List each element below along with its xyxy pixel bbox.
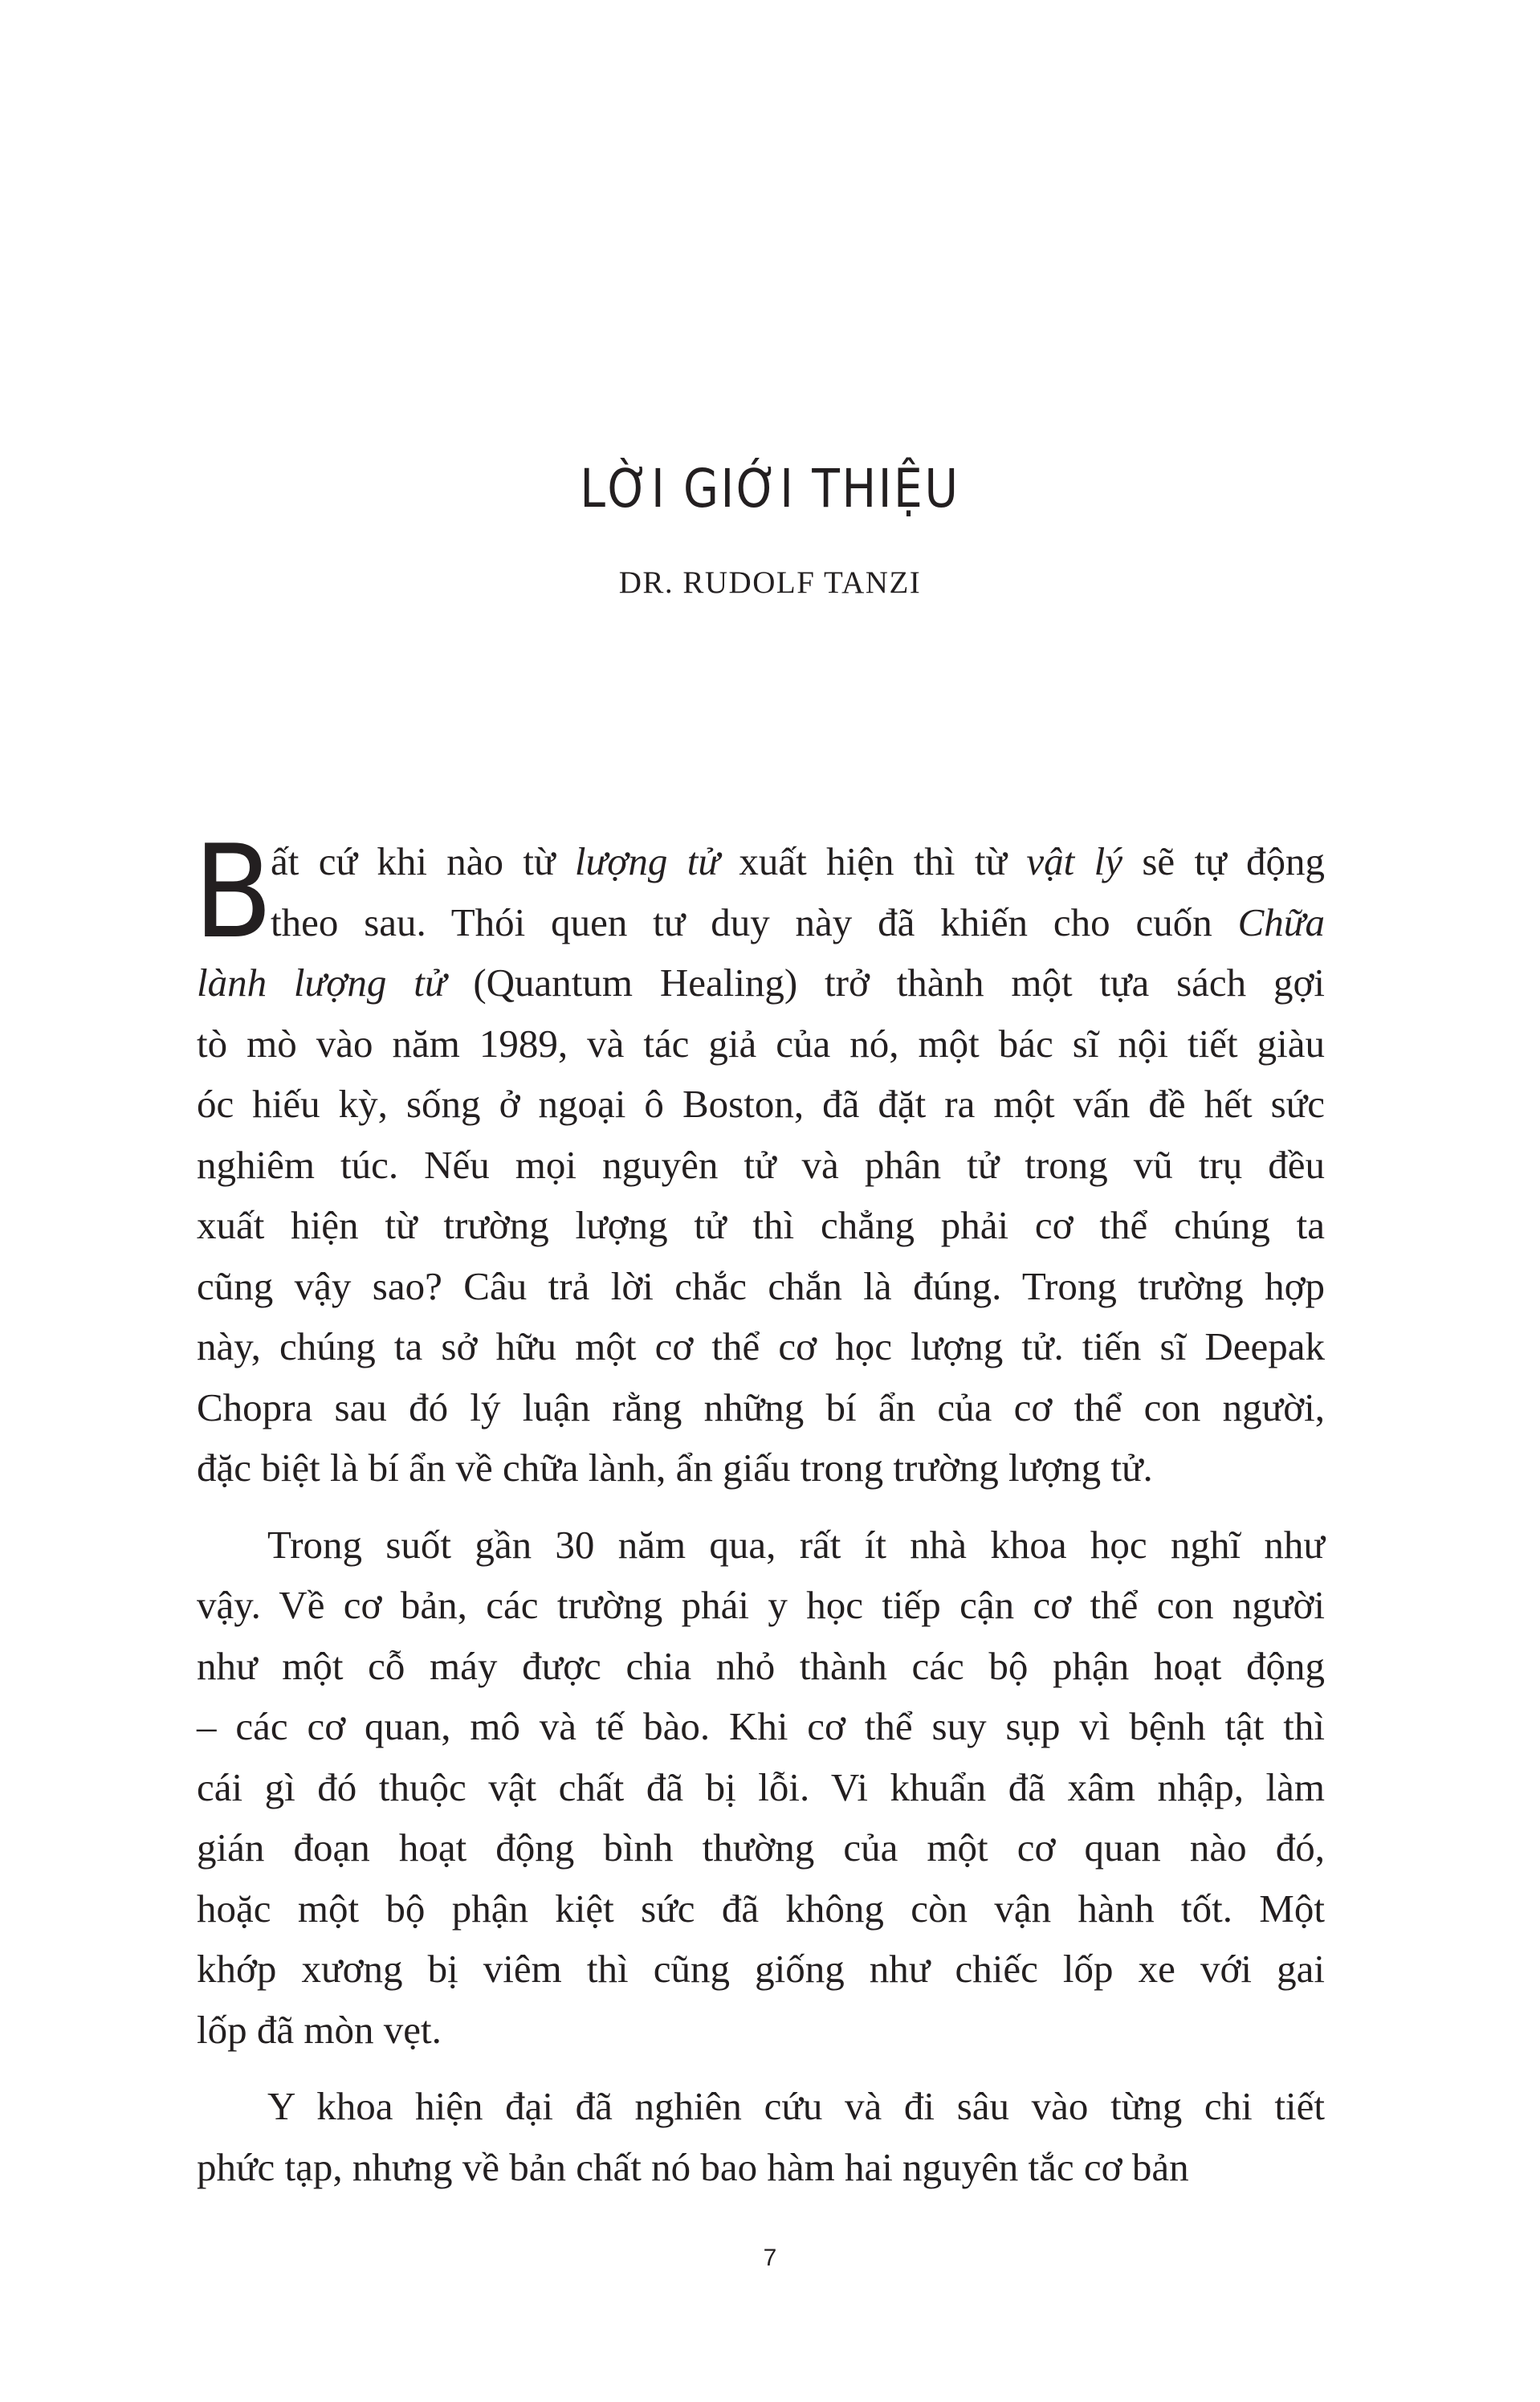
text-line xyxy=(197,1256,1325,1317)
text-line xyxy=(197,1515,1325,1576)
italic-text: vật lý xyxy=(1026,839,1122,883)
italic-text: lượng tử xyxy=(574,839,720,883)
text-segment: xuất hiện từ trường lượng tử thì chẳng phải cơ thể chúng ta xyxy=(197,1203,1325,1247)
text-segment: tò mò vào năm 1989, và tác giả của nó, một bác sĩ nội tiết giàu xyxy=(197,1021,1325,1066)
text-line xyxy=(197,1575,1325,1636)
text-segment: phức tạp, nhưng về bản chất nó bao hàm hai nguyên tắc cơ bản xyxy=(197,2144,1189,2189)
text-line xyxy=(197,1696,1325,1757)
text-segment: như một cỗ máy được chia nhỏ thành các bộ phận hoạt động xyxy=(197,1643,1325,1688)
text-segment: xuất hiện thì từ xyxy=(719,839,1027,883)
italic-text: Chữa xyxy=(1237,899,1325,944)
text-line xyxy=(197,1013,1325,1075)
text-line xyxy=(197,2076,1325,2137)
text-segment: đặc biệt là bí ẩn về chữa lành, ẩn giấu trong trường lượng tử. xyxy=(197,1446,1153,1490)
text-segment: (Quantum Healing) trở thành một tựa sách gợi xyxy=(446,960,1325,1005)
text-line xyxy=(197,1636,1325,1697)
text-segment: cái gì đó thuộc vật chất đã bị lỗi. Vi khuẩn đã xâm nhập, làm xyxy=(197,1764,1325,1809)
chapter-author: DR. RUDOLF TANZI xyxy=(618,565,922,600)
paragraph xyxy=(194,817,1325,1499)
text-segment: theo sau. Thói quen tư duy này đã khiến cho cuốn xyxy=(271,899,1238,944)
text-segment: óc hiếu kỳ, sống ở ngoại ô Boston, đã đặt ra một vấn đề hết sức xyxy=(197,1082,1325,1126)
text-segment: vậy. Về cơ bản, các trường phái y học tiếp cận cơ thể con người xyxy=(197,1583,1325,1627)
text-line xyxy=(197,831,1325,892)
page-number: 7 xyxy=(763,2245,777,2271)
drop-cap: B xyxy=(194,817,273,967)
text-segment: cũng vậy sao? Câu trả lời chắc chắn là đúng. Trong trường hợp xyxy=(197,1263,1325,1308)
text-line xyxy=(197,1135,1325,1196)
text-line xyxy=(197,1878,1325,1939)
body-text xyxy=(194,817,1325,2213)
text-segment: Trong suốt gần 30 năm qua, rất ít nhà khoa học nghĩ như xyxy=(267,1522,1325,1567)
text-segment: lốp đã mòn vẹt. xyxy=(197,2007,442,2052)
text-line xyxy=(197,1377,1325,1438)
text-line xyxy=(197,1939,1325,2000)
text-segment: gián đoạn hoạt động bình thường của một cơ quan nào đó, xyxy=(197,1825,1325,1870)
paragraph xyxy=(197,1515,1325,2061)
text-line xyxy=(197,1438,1325,1499)
text-line xyxy=(197,892,1325,953)
text-line xyxy=(197,1195,1325,1256)
text-segment: hoặc một bộ phận kiệt sức đã không còn vận hành tốt. Một xyxy=(197,1886,1325,1931)
text-line xyxy=(197,2000,1325,2061)
chapter-title: LỜI GIỚI THIỆU xyxy=(580,458,960,520)
italic-text: lành lượng tử xyxy=(197,960,446,1005)
text-line xyxy=(197,1757,1325,1818)
text-line xyxy=(197,1074,1325,1135)
text-segment: Chopra sau đó lý luận rằng những bí ẩn của cơ thể con người, xyxy=(197,1385,1325,1429)
text-line xyxy=(197,952,1325,1013)
text-segment: nghiêm túc. Nếu mọi nguyên tử và phân tử trong vũ trụ đều xyxy=(197,1142,1325,1187)
text-segment: sẽ tự động xyxy=(1122,839,1325,883)
paragraph xyxy=(197,2076,1325,2197)
text-segment: – các cơ quan, mô và tế bào. Khi cơ thể suy sụp vì bệnh tật thì xyxy=(197,1704,1325,1748)
text-line xyxy=(197,2137,1325,2198)
text-segment: này, chúng ta sở hữu một cơ thể cơ học lượng tử. tiến sĩ Deepak xyxy=(197,1324,1325,1368)
text-segment: ất cứ khi nào từ xyxy=(271,839,575,883)
text-line xyxy=(197,1316,1325,1377)
text-line xyxy=(197,1817,1325,1878)
text-segment: Y khoa hiện đại đã nghiên cứu và đi sâu vào từng chi tiết xyxy=(267,2084,1325,2128)
text-segment: khớp xương bị viêm thì cũng giống như chiếc lốp xe với gai xyxy=(197,1947,1325,1991)
